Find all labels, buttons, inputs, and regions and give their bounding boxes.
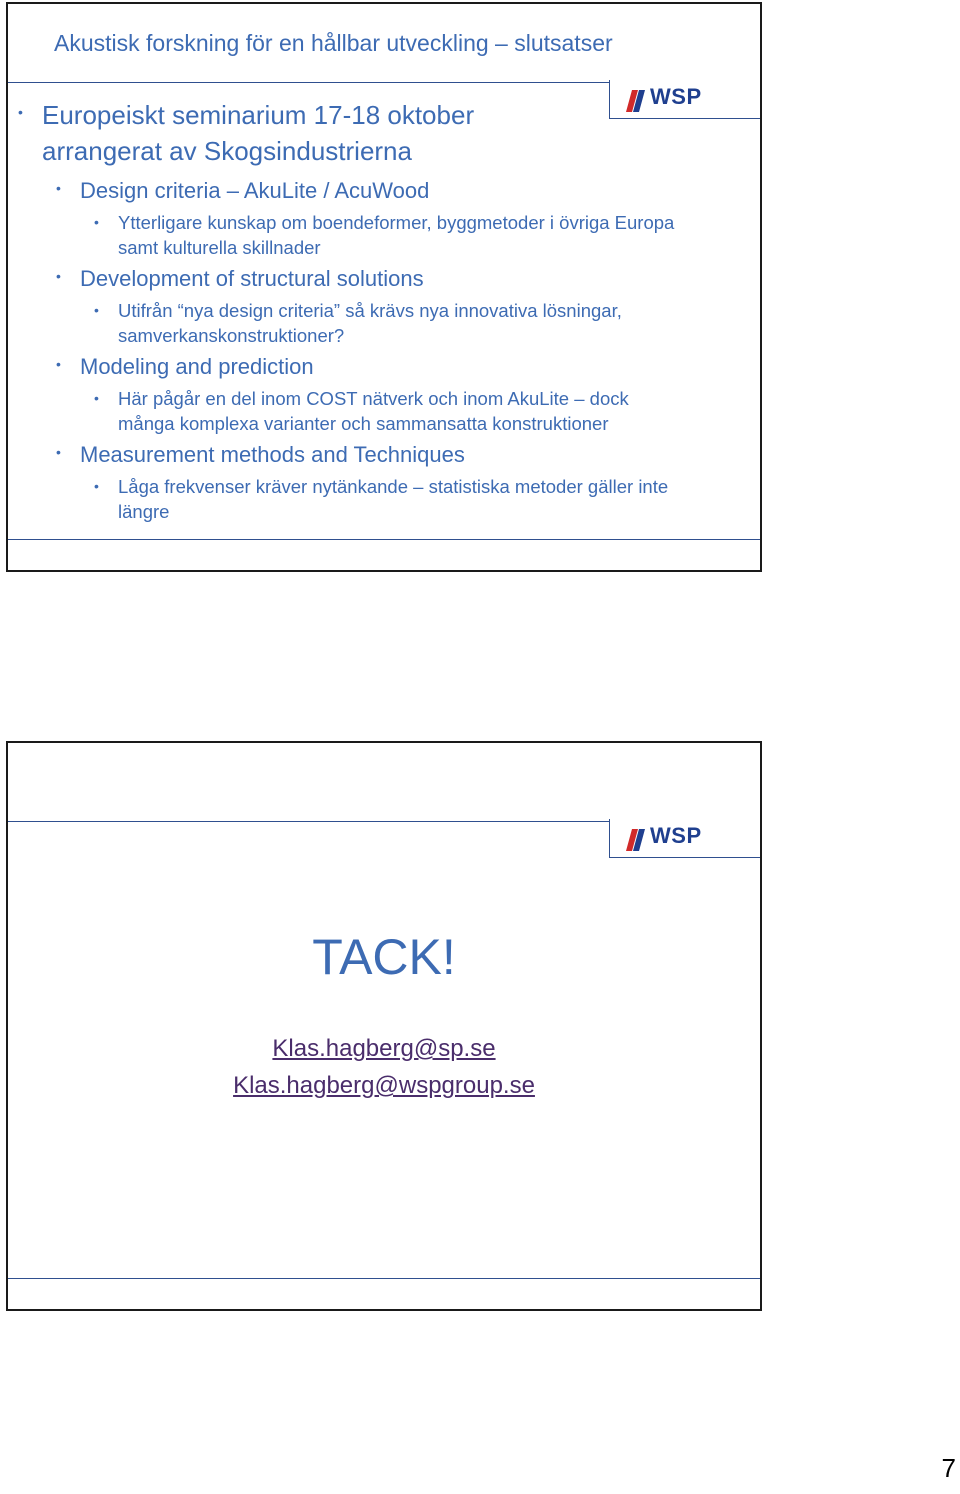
bullet-level2-text: Modeling and prediction	[80, 354, 314, 379]
slide-thanks	[6, 741, 762, 1311]
email-link-sp[interactable]: Klas.hagberg@sp.se	[272, 1035, 496, 1062]
bullet-level3-text: samverkanskonstruktioner?	[118, 325, 345, 346]
page-number: 7	[941, 1453, 956, 1483]
bullet-level3-text: Ytterligare kunskap om boendeformer, byggmetoder i övriga Europa	[118, 212, 675, 233]
bullet-marker-icon: •	[18, 104, 23, 120]
bullet-marker-icon: •	[94, 478, 99, 494]
wsp-logo	[624, 84, 714, 114]
wsp-logo-mark-icon	[624, 827, 646, 853]
bullet-level3-text: Utifrån “nya design criteria” så krävs nya innovativa lösningar,	[118, 300, 622, 321]
bullet-marker-icon: •	[94, 302, 99, 318]
slide-footer-bar	[8, 1278, 760, 1279]
logo-box	[609, 80, 760, 119]
wsp-logo-text: WSP	[650, 84, 702, 109]
bullet-level3-text: många komplexa varianter och sammansatta konstruktioner	[118, 413, 609, 434]
bullet-level1-text: Europeiskt seminarium 17-18 oktober	[42, 100, 475, 130]
bullet-level2-text: Design criteria – AkuLite / AcuWood	[80, 178, 430, 203]
wsp-logo-mark-icon	[624, 88, 646, 114]
bullet-level3-text: Här pågår en del inom COST nätverk och inom AkuLite – dock	[118, 388, 629, 409]
slide-conclusions	[6, 2, 762, 572]
bullet-marker-icon: •	[56, 268, 61, 284]
slide-title: Akustisk forskning för en hållbar utveckling – slutsatser	[54, 30, 613, 56]
bullet-level2-text: Measurement methods and Techniques	[80, 442, 465, 467]
bullet-level3-text: längre	[118, 501, 170, 522]
bullet-marker-icon: •	[94, 390, 99, 406]
bullet-marker-icon: •	[94, 214, 99, 230]
bullet-marker-icon: •	[56, 444, 61, 460]
bullet-marker-icon: •	[56, 180, 61, 196]
email-link-wspgroup[interactable]: Klas.hagberg@wspgroup.se	[233, 1072, 535, 1099]
bullet-level2-text: Development of structural solutions	[80, 266, 424, 291]
slide-header-bar	[8, 4, 760, 83]
bullet-marker-icon: •	[56, 356, 61, 372]
thanks-heading: TACK!	[312, 929, 456, 985]
bullet-level1-text: arrangerat av Skogsindustrierna	[42, 136, 412, 166]
bullet-level3-text: samt kulturella skillnader	[118, 237, 321, 258]
logo-box	[609, 819, 760, 858]
bullet-level3-text: Låga frekvenser kräver nytänkande – statistiska metoder gäller inte	[118, 476, 669, 497]
wsp-logo	[624, 823, 714, 853]
wsp-logo-text: WSP	[650, 823, 702, 848]
slide-footer-bar	[8, 539, 760, 540]
slide-header-bar	[8, 743, 760, 822]
